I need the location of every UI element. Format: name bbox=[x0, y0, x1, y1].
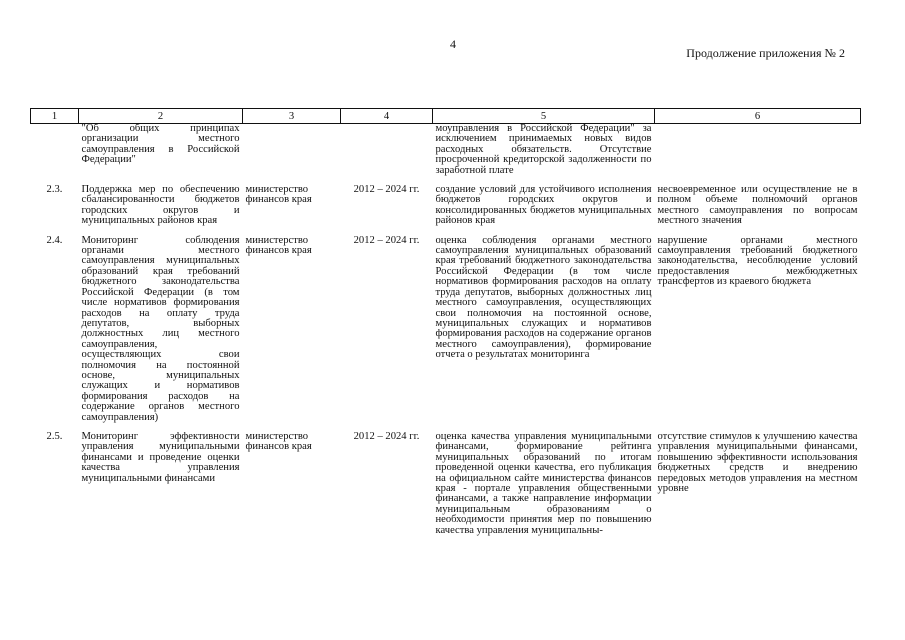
measure-cell: "Об общих принципах организации местного самоуправления в Российской Федерации" bbox=[81, 123, 240, 166]
table-row bbox=[31, 124, 861, 177]
continuation-label: Продолжение приложения № 2 bbox=[686, 46, 845, 60]
column-header-6: 6 bbox=[655, 109, 861, 124]
measure-cell: Поддержка мер по обеспечению сбалансированности бюджетов городских округов и муниципальных районов края bbox=[81, 184, 240, 227]
column-header-1: 1 bbox=[31, 109, 79, 124]
column-header-5: 5 bbox=[433, 109, 655, 124]
executor-cell: министерство финансов края bbox=[245, 234, 312, 257]
result-cell: оценка соблюдения органами местного самоуправления муниципальных образований края требований бюджетного законодательства Российской Федерации (в том числе нормативов формирования расходов на оплату труда депутатов, выборных должностных лиц местного самоуправления, осуществляющих свои полномочия на постоянной основе, муниципальных служащих и нормативов формирования расходов на содержание органов местного самоуправления), формирование отчета о результатах мониторинга bbox=[435, 234, 652, 361]
executor-cell: министерство финансов края bbox=[245, 184, 312, 206]
measure-cell: Мониторинг соблюдения органами местного самоуправления муниципальных образований края требований бюджетного законодательства Российской Федерации (в том числе нормативов формирования расходов на оплату труда депутатов, выборных должностных лиц местного самоуправления, осуществляющих свои полномочия на постоянной основе, муниципальных служащих и нормативов формирования расходов на содержание органов местного самоуправления) bbox=[81, 234, 240, 423]
row-number: 2.5. bbox=[46, 430, 63, 442]
appendix-table bbox=[30, 108, 861, 536]
period-cell: 2012 – 2024 гг. bbox=[353, 430, 420, 442]
measure-cell: Мониторинг эффективности управления муниципальными финансами и проведение оценки качества управления муниципальными финансами bbox=[81, 430, 240, 484]
result-cell: моуправления в Российской Федерации" за исключением принимаемых новых видов расходных обязательств. Отсутствие просроченной кредиторской задолженности по заработной плате bbox=[435, 123, 652, 176]
table-row bbox=[31, 236, 861, 423]
consequences-cell: несвоевременное или осуществление не в полном объеме полномочий органов местного самоуправления по вопросам местного значения bbox=[657, 184, 858, 227]
period-cell: 2012 – 2024 гг. bbox=[353, 234, 420, 246]
result-cell: оценка качества управления муниципальными финансами, формирование рейтинга муниципальных образований по итогам проведенной оценки качества, его публикация на официальном сайте министерства финансов края - портале управления общественными финансами, а также направление информации муниципальным образованиям о необходимости принятия мер по повышению качества управления муниципальны- bbox=[435, 430, 652, 536]
executor-cell bbox=[243, 124, 341, 177]
table-header bbox=[31, 109, 861, 124]
table-row bbox=[31, 432, 861, 536]
row-number: 2.3. bbox=[46, 184, 63, 196]
consequences-cell bbox=[655, 124, 861, 177]
consequences-cell: отсутствие стимулов к улучшению качества управления муниципальными финансами, повышению эффективности использования бюджетных средств и внедрению передовых методов управления на местном уровне bbox=[657, 430, 858, 494]
column-header-3: 3 bbox=[243, 109, 341, 124]
row-number: 2.4. bbox=[46, 234, 63, 246]
column-header-4: 4 bbox=[341, 109, 433, 124]
period-cell: 2012 – 2024 гг. bbox=[353, 184, 420, 196]
column-header-2: 2 bbox=[79, 109, 243, 124]
row-number bbox=[31, 124, 79, 177]
executor-cell: министерство финансов края bbox=[245, 430, 312, 453]
consequences-cell: нарушение органами местного самоуправления требований бюджетного законодательства, несоблюдение условий предоставления межбюджетных трансфертов из краевого бюджета bbox=[657, 234, 858, 288]
result-cell: создание условий для устойчивого исполнения бюджетов городских округов и консолидированных бюджетов муниципальных районов края bbox=[435, 184, 652, 227]
page-number: 4 bbox=[450, 37, 456, 51]
table-row bbox=[31, 185, 861, 227]
period-cell bbox=[341, 124, 433, 177]
